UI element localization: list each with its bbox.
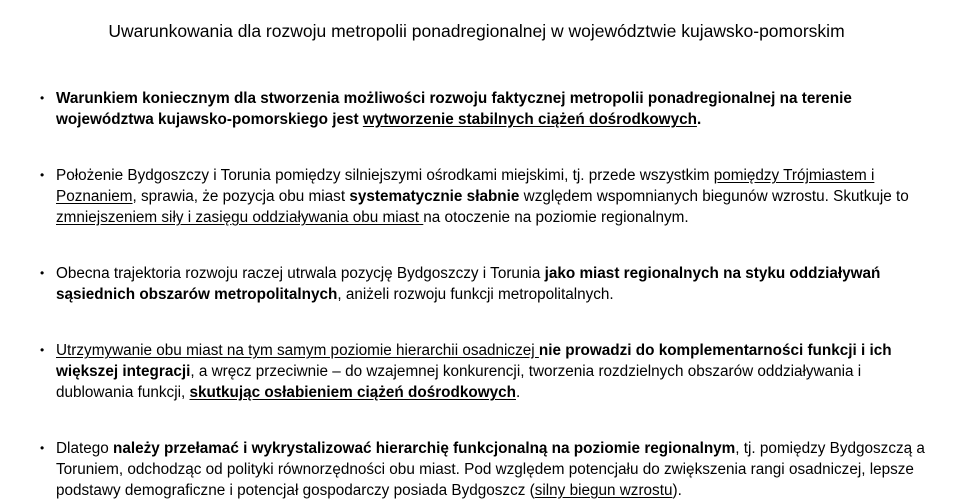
text-run: względem wspomnianych biegunów wzrostu. Skutkuje to — [519, 188, 909, 205]
text-run: . — [515, 384, 521, 401]
text-run: , aniżeli rozwoju funkcji metropolitalnych. — [337, 286, 614, 303]
bullet-text — [56, 340, 925, 403]
bullet-text — [56, 165, 925, 228]
text-run: Utrzymywanie obu miast na tym samym poziomie hierarchii osadniczej — [56, 342, 539, 359]
text-run: , sprawia, że pozycja obu miast — [132, 188, 350, 205]
bullet-item — [40, 165, 925, 228]
bullet-list — [40, 88, 925, 504]
text-run: wytworzenie stabilnych ciążeń dośrodkowych — [362, 111, 697, 128]
text-run: Warunkiem koniecznym dla stworzenia możliwości rozwoju faktycznej metropolii ponadregionalnej na terenie województwa kujawsko-pomorskiego jest — [56, 90, 852, 128]
text-run: Dlatego — [56, 440, 113, 457]
text-run: należy przełamać i wykrystalizować hierarchię funkcjonalną na poziomie regionalnym — [112, 440, 736, 457]
bullet-marker: • — [40, 168, 45, 182]
text-run: , tj. pomiędzy Bydgoszczą a Toruniem, odchodząc od polityki równorzędności obu miast. Pod względem potencjału do zwiększenia rangi osadniczej, lepsze podstawy demograficzne i potencjał gospodarczy posiada Bydgoszcz ( — [56, 440, 925, 499]
text-run: jako miast regionalnych na styku oddziaływań sąsiednich obszarów metropolitalnych — [56, 265, 881, 303]
bullet-item — [40, 340, 925, 403]
text-run: , a wręcz przeciwnie – do wzajemnej konkurencji, tworzenia rozdzielnych obszarów oddziaływania i dublowania funkcji, — [56, 363, 862, 401]
bullet-text — [56, 438, 925, 501]
bullet-item — [40, 88, 925, 130]
text-run: systematycznie słabnie — [349, 188, 520, 205]
text-run: . — [696, 111, 702, 128]
bullet-text — [56, 263, 925, 305]
bullet-text — [56, 88, 925, 130]
text-run: na otoczenie na poziomie regionalnym. — [423, 209, 689, 226]
text-run: Obecna trajektoria rozwoju raczej utrwala pozycję Bydgoszczy i Torunia — [56, 265, 545, 282]
text-run: nie prowadzi do komplementarności funkcji i ich większej integracji — [56, 342, 892, 380]
text-run: zmniejszeniem siły i zasięgu oddziaływania obu miast — [56, 209, 424, 226]
bullet-marker: • — [40, 266, 45, 280]
bullet-item — [40, 263, 925, 305]
bullet-marker: • — [40, 343, 45, 357]
text-run: ). — [672, 482, 682, 499]
text-run: skutkując osłabieniem ciążeń dośrodkowych — [189, 384, 516, 401]
text-run: pomiędzy Trójmiastem i Poznaniem — [56, 167, 875, 205]
bullet-marker: • — [40, 91, 45, 105]
bullet-marker: • — [40, 441, 45, 455]
bullet-item — [40, 438, 925, 501]
slide-title: Uwarunkowania dla rozwoju metropolii ponadregionalnej w województwie kujawsko-pomorskim — [108, 21, 845, 41]
text-run: silny biegun wzrostu — [534, 482, 673, 499]
text-run: Położenie Bydgoszczy i Torunia pomiędzy silniejszymi ośrodkami miejskimi, tj. przede wszystkim — [56, 167, 714, 184]
